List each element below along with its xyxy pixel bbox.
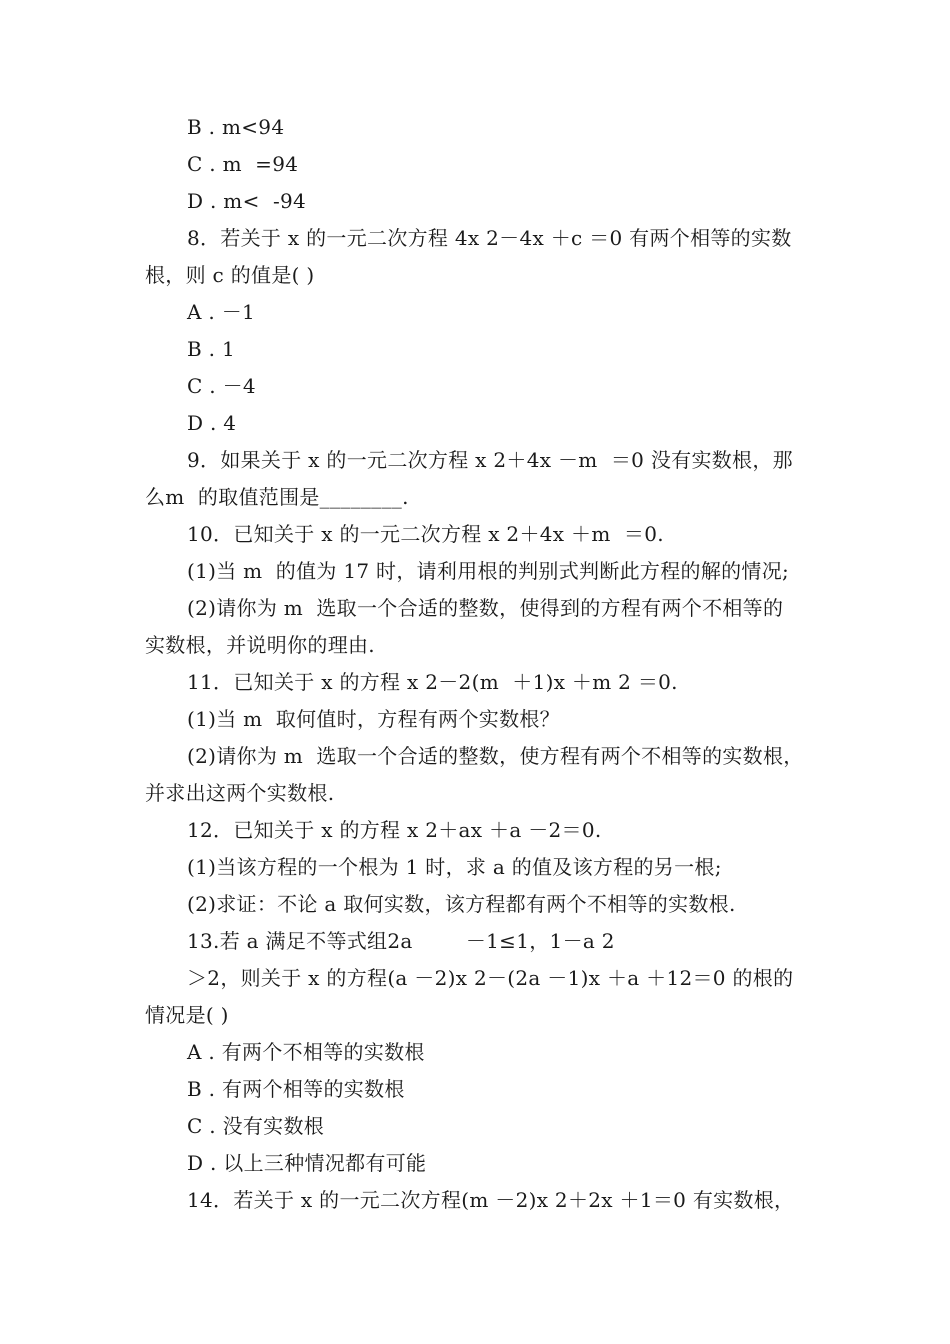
q10-part2: (2)请你为 m 选取一个合适的整数，使得到的方程有两个不相等的	[187, 596, 784, 620]
q12-stem: 12．已知关于 x 的方程 x 2＋ax ＋a －2＝0.	[187, 818, 602, 842]
q13-option-c: C . 没有实数根	[187, 1114, 325, 1138]
q8-stem: 8．若关于 x 的一元二次方程 4x 2－4x ＋c ＝0 有两个相等的实数	[187, 226, 792, 250]
q9-stem-cont: 么m 的取值范围是________.	[145, 485, 409, 509]
q13-stem: 13.若 a 满足不等式组2a －1≤1，1－a 2	[187, 929, 615, 953]
q10-part1: (1)当 m 的值为 17 时，请利用根的判别式判断此方程的解的情况;	[187, 559, 790, 583]
q9-stem: 9．如果关于 x 的一元二次方程 x 2＋4x －m ＝0 没有实数根，那	[187, 448, 793, 472]
q12-part2: (2)求证：不论 a 取何实数，该方程都有两个不相等的实数根.	[187, 892, 736, 916]
q14-stem: 14．若关于 x 的一元二次方程(m －2)x 2＋2x ＋1＝0 有实数根，	[187, 1188, 795, 1212]
q8-option-c: C . －4	[187, 374, 256, 398]
q13-stem-cont: ＞2，则关于 x 的方程(a －2)x 2－(2a －1)x ＋a ＋12＝0 的根的	[187, 966, 794, 990]
q13-option-d: D . 以上三种情况都有可能	[187, 1151, 427, 1175]
q7-option-c: C . m =94	[187, 152, 299, 176]
q13-option-b: B . 有两个相等的实数根	[187, 1077, 405, 1101]
q8-option-a: A . －1	[187, 300, 256, 324]
q7-option-b: B . m<94	[187, 115, 285, 139]
q11-part1: (1)当 m 取何值时，方程有两个实数根？	[187, 707, 560, 731]
q7-option-d: D . m< -94	[187, 189, 307, 213]
q8-option-d: D . 4	[187, 411, 237, 435]
q12-part1: (1)当该方程的一个根为 1 时，求 a 的值及该方程的另一根;	[187, 855, 722, 879]
q11-part2-cont: 并求出这两个实数根.	[145, 781, 335, 805]
q8-option-b: B . 1	[187, 337, 235, 361]
q10-part2-cont: 实数根，并说明你的理由.	[145, 633, 375, 657]
q10-stem: 10．已知关于 x 的一元二次方程 x 2＋4x ＋m ＝0.	[187, 522, 664, 546]
q11-stem: 11．已知关于 x 的方程 x 2－2(m ＋1)x ＋m 2 ＝0.	[187, 670, 678, 694]
q13-stem-cont-2: 情况是( )	[145, 1003, 229, 1027]
q13-option-a: A . 有两个不相等的实数根	[187, 1040, 425, 1064]
q8-stem-cont: 根，则 c 的值是( )	[145, 263, 315, 287]
q11-part2: (2)请你为 m 选取一个合适的整数，使方程有两个不相等的实数根，	[187, 744, 804, 768]
